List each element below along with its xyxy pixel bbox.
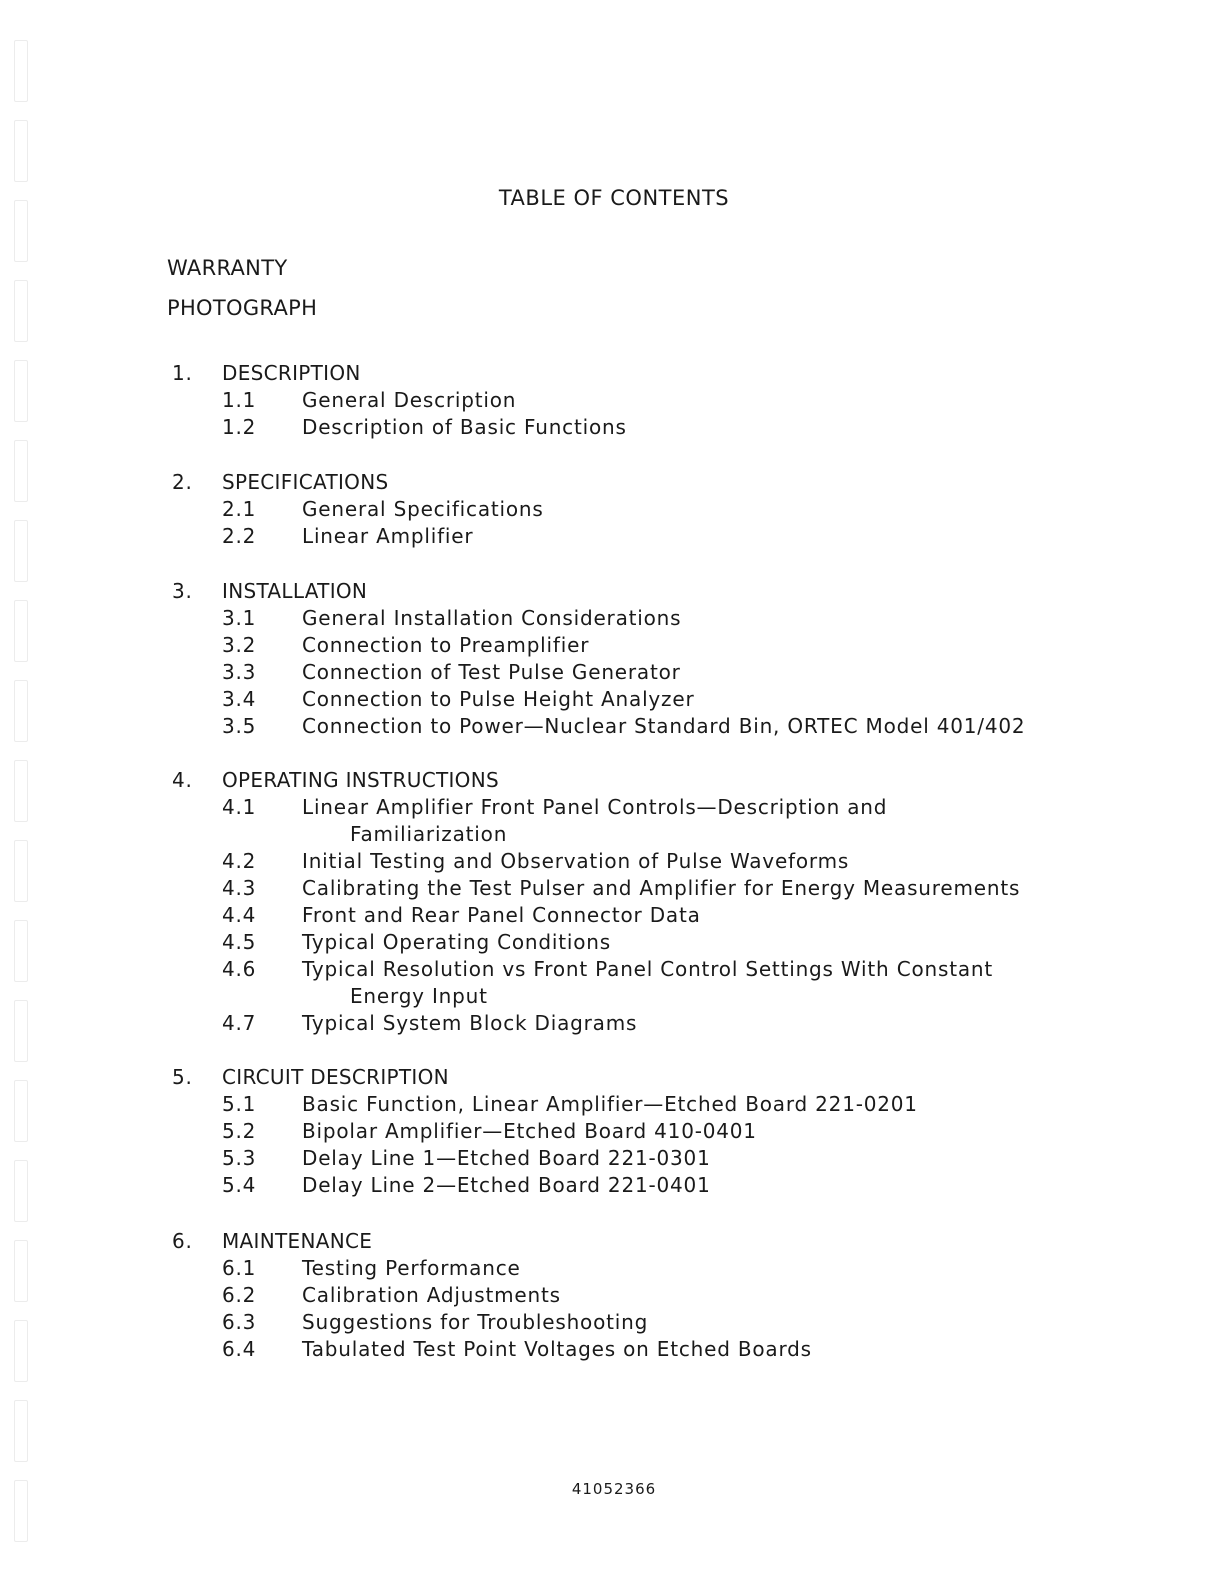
toc-subsection-title: General Description xyxy=(302,388,517,412)
toc-section-number: 4. xyxy=(172,768,193,792)
toc-subsection-title: Typical System Block Diagrams xyxy=(302,1011,638,1035)
toc-subsection-title: Initial Testing and Observation of Pulse Waveforms xyxy=(302,849,850,873)
toc-section-number: 5. xyxy=(172,1065,193,1089)
toc-subsection-title: Connection to Power—Nuclear Standard Bin, ORTEC Model 401/402 xyxy=(302,714,1026,738)
binder-hole-marks xyxy=(14,40,28,1540)
toc-subsection-title: Bipolar Amplifier—Etched Board 410-0401 xyxy=(302,1119,757,1143)
toc-subsection-number: 5.3 xyxy=(222,1146,257,1170)
toc-subsection-title: Front and Rear Panel Connector Data xyxy=(302,903,701,927)
toc-section-title: SPECIFICATIONS xyxy=(222,470,389,494)
toc-subsection-title: Delay Line 2—Etched Board 221-0401 xyxy=(302,1173,711,1197)
toc-section-title: MAINTENANCE xyxy=(222,1229,373,1253)
toc-subsection-number: 4.5 xyxy=(222,930,257,954)
toc-subsection-number: 3.3 xyxy=(222,660,257,684)
front-matter-warranty: WARRANTY xyxy=(167,256,288,280)
toc-subsection-continuation: Familiarization xyxy=(350,822,508,846)
toc-subsection-number: 5.1 xyxy=(222,1092,257,1116)
toc-subsection-number: 3.4 xyxy=(222,687,257,711)
toc-subsection-number: 4.7 xyxy=(222,1011,257,1035)
toc-section-number: 1. xyxy=(172,361,193,385)
toc-subsection-title: Linear Amplifier Front Panel Controls—Description and xyxy=(302,795,888,819)
toc-subsection-continuation: Energy Input xyxy=(350,984,488,1008)
toc-subsection-number: 1.1 xyxy=(222,388,257,412)
toc-subsection-title: Testing Performance xyxy=(302,1256,521,1280)
toc-subsection-number: 1.2 xyxy=(222,415,257,439)
toc-subsection-title: Connection to Preamplifier xyxy=(302,633,590,657)
toc-subsection-number: 2.1 xyxy=(222,497,257,521)
page-title: TABLE OF CONTENTS xyxy=(498,186,730,210)
toc-subsection-number: 4.2 xyxy=(222,849,257,873)
toc-subsection-number: 6.4 xyxy=(222,1337,257,1361)
toc-subsection-title: Connection to Pulse Height Analyzer xyxy=(302,687,695,711)
toc-section-title: DESCRIPTION xyxy=(222,361,361,385)
toc-subsection-title: Tabulated Test Point Voltages on Etched Boards xyxy=(302,1337,812,1361)
toc-subsection-title: Description of Basic Functions xyxy=(302,415,627,439)
toc-subsection-number: 4.1 xyxy=(222,795,257,819)
toc-subsection-number: 3.2 xyxy=(222,633,257,657)
toc-section-number: 6. xyxy=(172,1229,193,1253)
toc-subsection-title: General Specifications xyxy=(302,497,544,521)
toc-section-title: OPERATING INSTRUCTIONS xyxy=(222,768,499,792)
toc-subsection-title: Delay Line 1—Etched Board 221-0301 xyxy=(302,1146,711,1170)
toc-section-title: CIRCUIT DESCRIPTION xyxy=(222,1065,449,1089)
toc-subsection-title: Connection of Test Pulse Generator xyxy=(302,660,681,684)
toc-subsection-title: Basic Function, Linear Amplifier—Etched Board 221-0201 xyxy=(302,1092,918,1116)
toc-subsection-number: 6.2 xyxy=(222,1283,257,1307)
toc-subsection-number: 3.1 xyxy=(222,606,257,630)
toc-subsection-number: 3.5 xyxy=(222,714,257,738)
toc-subsection-number: 4.6 xyxy=(222,957,257,981)
toc-section-number: 2. xyxy=(172,470,193,494)
toc-subsection-title: Typical Operating Conditions xyxy=(302,930,611,954)
toc-subsection-number: 2.2 xyxy=(222,524,257,548)
toc-section-title: INSTALLATION xyxy=(222,579,368,603)
toc-section-number: 3. xyxy=(172,579,193,603)
toc-subsection-title: Linear Amplifier xyxy=(302,524,474,548)
toc-subsection-title: Suggestions for Troubleshooting xyxy=(302,1310,649,1334)
toc-subsection-number: 5.2 xyxy=(222,1119,257,1143)
toc-subsection-number: 4.4 xyxy=(222,903,257,927)
toc-subsection-number: 4.3 xyxy=(222,876,257,900)
toc-subsection-number: 6.3 xyxy=(222,1310,257,1334)
toc-subsection-number: 6.1 xyxy=(222,1256,257,1280)
document-code: 41052366 xyxy=(571,1480,657,1498)
toc-subsection-title: Calibrating the Test Pulser and Amplifier for Energy Measurements xyxy=(302,876,1021,900)
front-matter-photograph: PHOTOGRAPH xyxy=(167,296,318,320)
toc-subsection-number: 5.4 xyxy=(222,1173,257,1197)
toc-subsection-title: Calibration Adjustments xyxy=(302,1283,561,1307)
toc-subsection-title: General Installation Considerations xyxy=(302,606,682,630)
toc-subsection-title: Typical Resolution vs Front Panel Control Settings With Constant xyxy=(302,957,994,981)
